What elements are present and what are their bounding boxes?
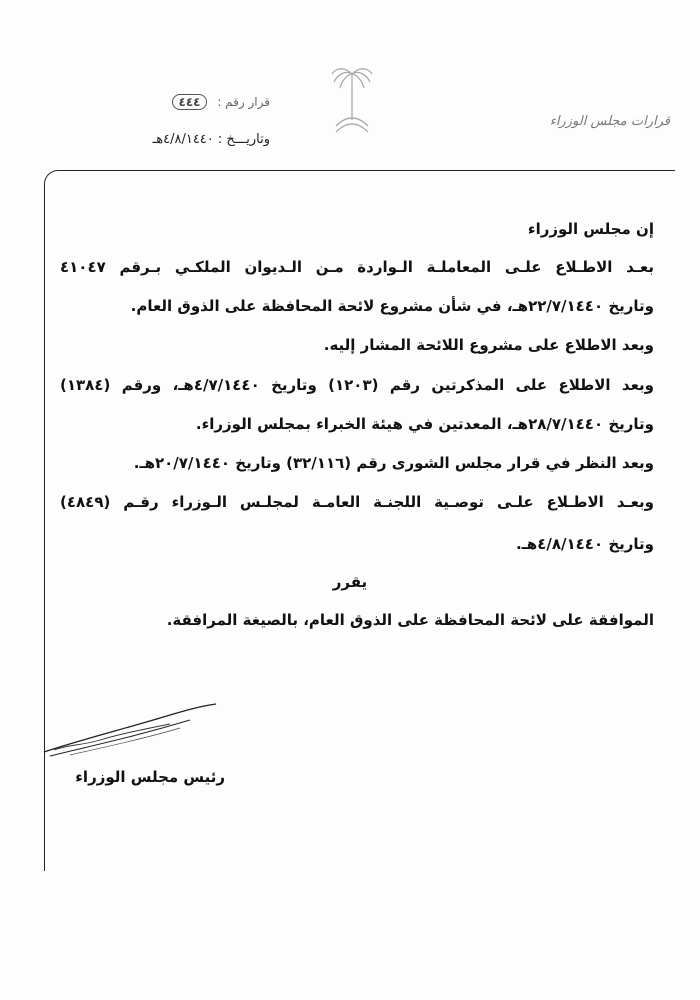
date-value: ٤/٨/١٤٤٠هـ [152,132,214,147]
paragraph-3-line-1: وبعد الاطلاع على المذكرتين رقم (١٢٠٣) وتاريخ ٤/٧/١٤٤٠هـ، ورقم (١٣٨٤) [60,376,655,394]
paragraph-5-line-1: وبعـد الاطـلاع علـى توصـية اللجنـة العامـة لمجلـس الـوزراء رقـم (٤٨٤٩) [60,493,654,511]
letterhead-title: قرارات مجلس الوزراء [549,114,670,129]
paragraph-1-line-1: بعـد الاطـلاع علـى المعاملـة الـواردة مـن الـديوان الملكـي بـرقم ٤١٠٤٧ [60,258,654,276]
paragraph-2: وبعد الاطلاع على مشروع اللائحة المشار إليه. [323,336,654,354]
decision-label: قرار رقم : [217,95,270,109]
decision-text: الموافقة على لائحة المحافظة على الذوق العام، بالصيغة المرافقة. [166,611,654,629]
letterhead [510,72,670,129]
paragraph-5-line-2: وتاريخ ٤/٨/١٤٤٠هـ. [515,535,654,553]
paragraph-1-line-2: وتاريخ ٢٢/٧/١٤٤٠هـ، في شأن مشروع لائحة المحافظة على الذوق العام. [130,297,654,315]
decides-heading: يقرر [332,573,368,591]
palm-swords-emblem-icon [330,62,374,140]
paragraph-4: وبعد النظر في قرار مجلس الشورى رقم (٣٢/١١٦) وتاريخ ٢٠/٧/١٤٤٠هـ. [133,454,654,472]
decision-number: ٤٤٤ [172,94,208,110]
decision-date-row [152,132,270,147]
decision-number-row [172,94,271,110]
handwritten-signature [40,700,220,760]
intro-line: إن مجلس الوزراء [527,220,654,238]
signatory-title: رئيس مجلس الوزراء [75,768,225,786]
date-label: وتاريـــخ : [217,132,270,147]
letterhead-line-1 [510,72,670,92]
paragraph-3-line-2: وتاريخ ٢٨/٧/١٤٤٠هـ، المعدتين في هيئة الخبراء بمجلس الوزراء. [195,415,654,433]
